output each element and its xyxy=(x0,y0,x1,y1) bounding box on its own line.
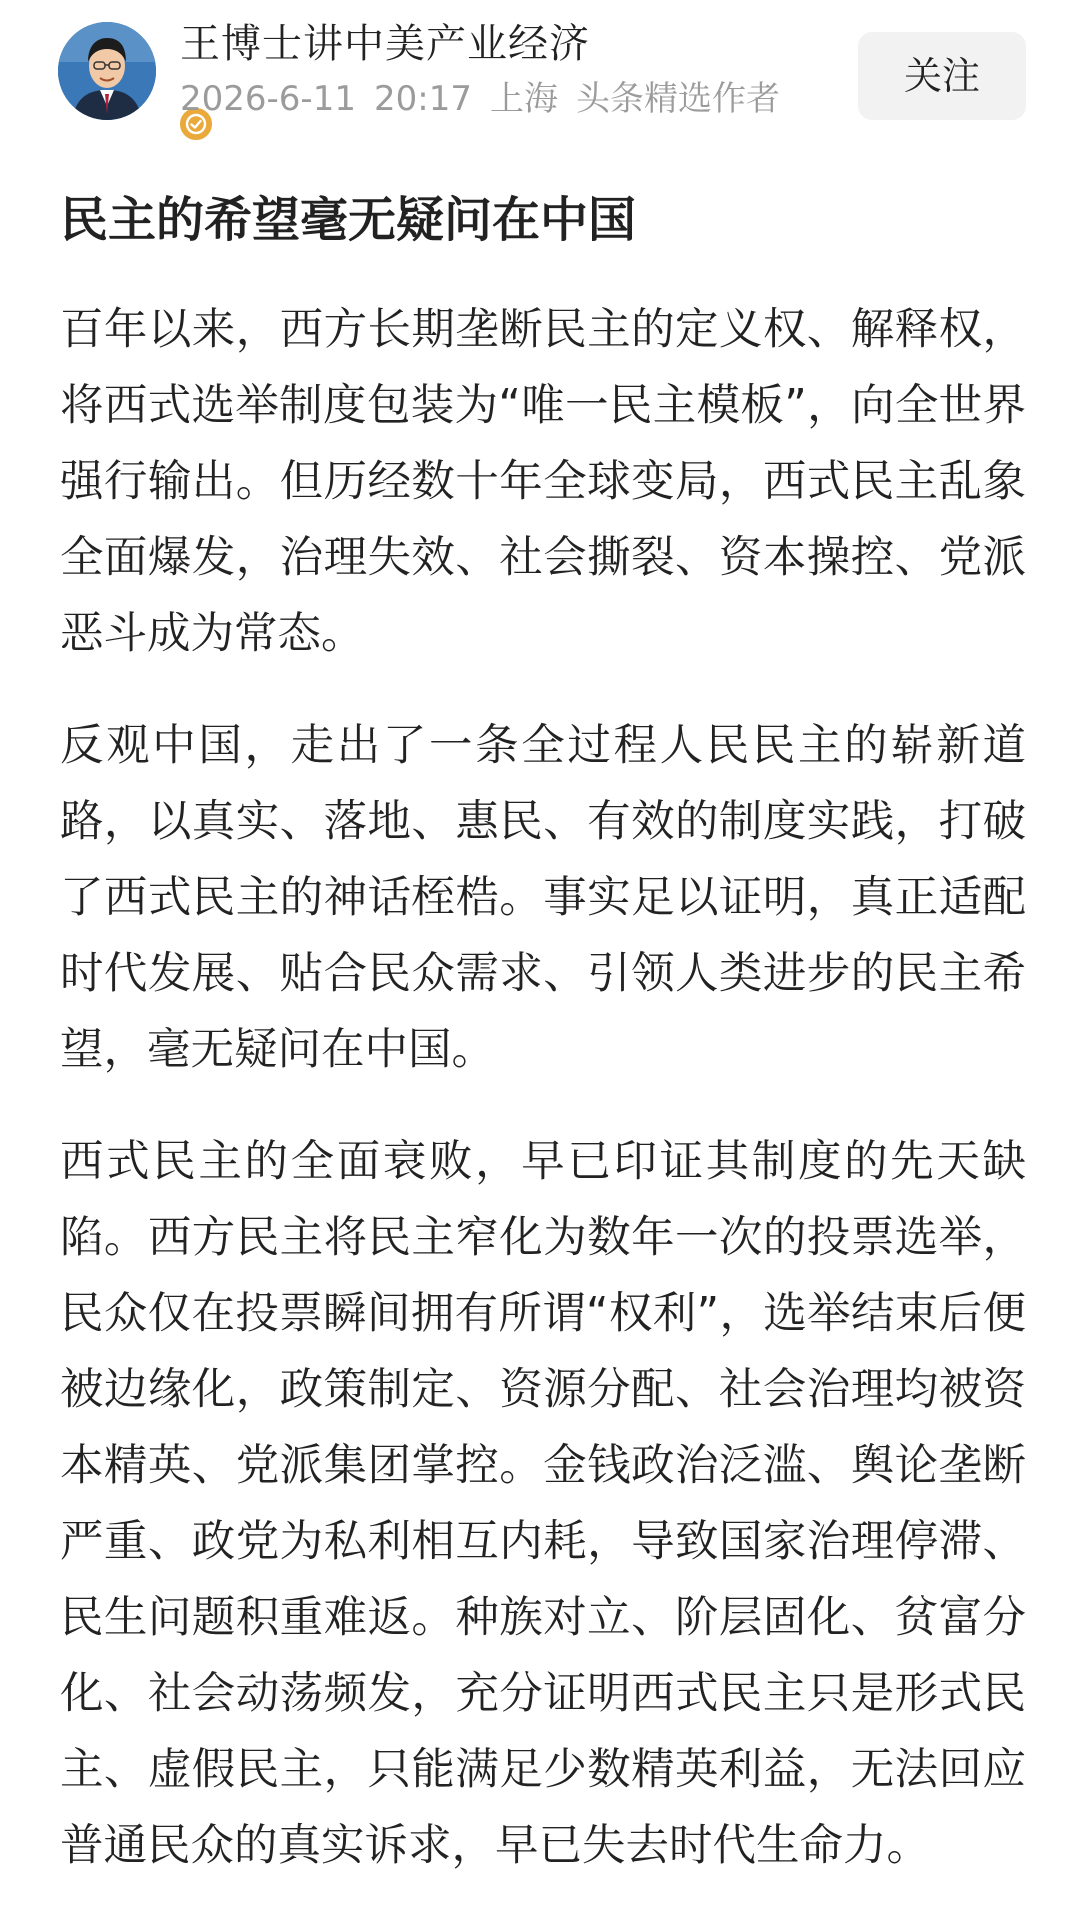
post-location: 上海 xyxy=(489,79,558,119)
post-time: 20:17 xyxy=(373,79,472,119)
article-paragraph: 西式民主的全面衰败，早已印证其制度的先天缺陷。西方民主将民主窄化为数年一次的投票选举，民众仅在投票瞬间拥有所谓“权利”，选举结束后便被边缘化，政策制定、资源分配、社会治理均被资本精英、党派集团掌控。金钱政治泛滥、舆论垄断严重、政党为私利相互内耗，导致国家治理停滞、民生问题积重难返。种族对立、阶层固化、贫富分化、社会动荡频发，充分证明西式民主只是形式民主、虚假民主，只能满足少数精英利益，无法回应普通民众的真实诉求，早已失去时代生命力。 xyxy=(60,1137,1026,1871)
article-paragraph: 百年以来，西方长期垄断民主的定义权、解释权，将西式选举制度包装为“唯一民主模板”，向全世界强行输出。但历经数十年全球变局，西式民主乱象全面爆发，治理失效、社会撕裂、资本操控、党派恶斗成为常态。 xyxy=(60,305,1026,659)
post-meta xyxy=(180,76,798,122)
article-body xyxy=(60,292,1026,1920)
follow-button[interactable]: 关注 xyxy=(858,32,1026,120)
article-paragraph: 反观中国，走出了一条全过程人民民主的崭新道路，以真实、落地、惠民、有效的制度实践，打破了西式民主的神话桎梏。事实足以证明，真正适配时代发展、贴合民众需求、引领人类进步的民主希望，毫无疑问在中国。 xyxy=(60,721,1026,1075)
article-title: 民主的希望毫无疑问在中国 xyxy=(60,192,637,248)
author-avatar-image xyxy=(58,22,156,120)
author-avatar[interactable] xyxy=(58,22,156,120)
author-role: 头条精选作者 xyxy=(575,79,780,119)
author-name[interactable]: 王博士讲中美产业经济 xyxy=(180,21,590,67)
article-header xyxy=(0,0,1084,150)
post-date: 2026-6-11 xyxy=(180,79,356,119)
